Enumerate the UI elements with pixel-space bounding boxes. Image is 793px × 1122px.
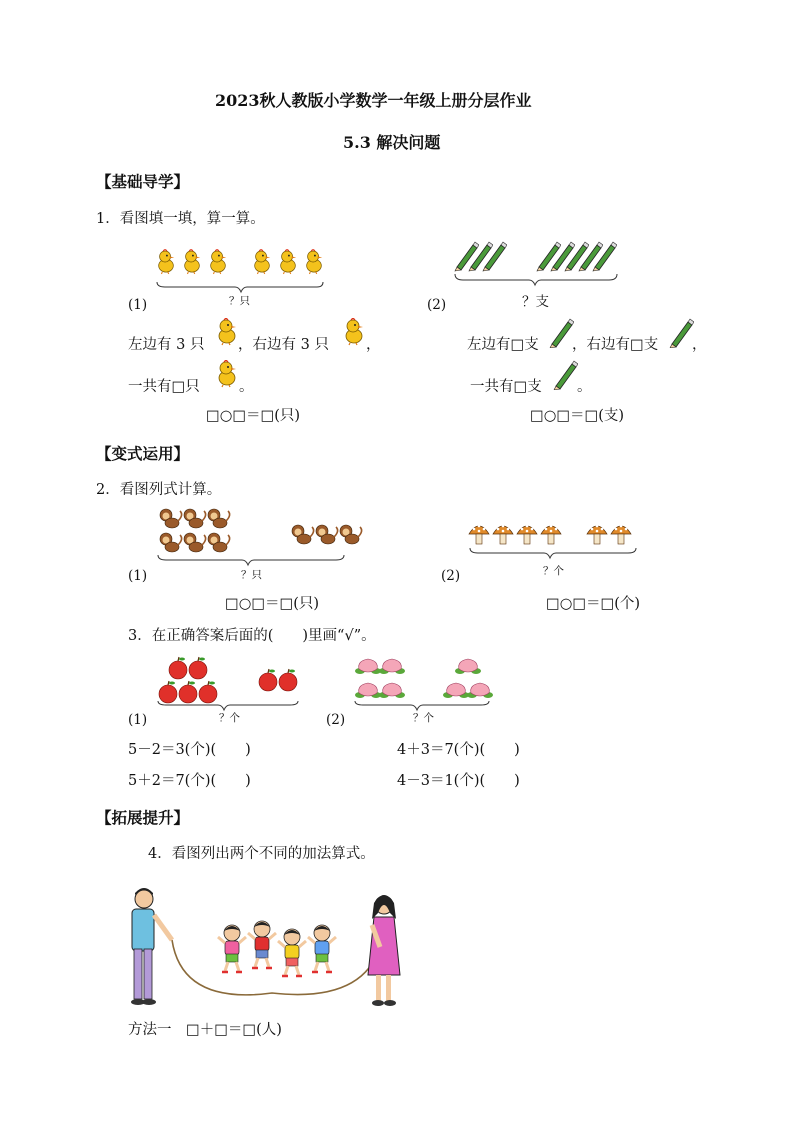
apple-icon <box>259 669 277 691</box>
peach-icon <box>379 659 405 674</box>
mushroom-icon <box>469 525 489 544</box>
q1-p2-total-text: 一共有□支 <box>470 379 542 395</box>
pencil-icon <box>548 318 574 348</box>
pencil-group-illustration <box>453 240 623 292</box>
q2-p2-brace-label: ？个 <box>543 565 564 577</box>
q1-p1-total-text: 一共有□只 <box>128 379 200 395</box>
brace <box>158 701 298 710</box>
monkey-icon <box>208 533 230 552</box>
q1-p2-comma: ， <box>692 337 707 353</box>
q1-p1-number: (1) <box>128 297 148 313</box>
apple-icon <box>279 669 297 691</box>
q3-p1-number: (1) <box>128 712 148 728</box>
peach-icon <box>355 659 381 674</box>
jump-rope-illustration <box>122 885 412 1010</box>
chick-icon <box>307 250 323 274</box>
peach-group-illustration <box>353 655 498 710</box>
q3-p2-option-b: 4－3＝1(个)( ) <box>397 773 520 789</box>
brace <box>455 274 617 285</box>
mushroom-icon <box>611 525 631 544</box>
chick-icon <box>211 250 227 274</box>
monkey-icon <box>208 509 230 528</box>
q3-p1-option-a: 5－2＝3(个)( ) <box>128 742 251 758</box>
q1-p2-period: 。 <box>577 379 592 395</box>
q2-p1-number: (1) <box>128 568 148 584</box>
q2-p1-brace-label: ？只 <box>241 569 262 581</box>
child-figure <box>278 929 306 976</box>
q3-prompt: 3．在正确答案后面的( )里画“√”。 <box>128 628 376 644</box>
section-basic: 【基础导学】 <box>96 172 190 191</box>
monkey-icon <box>160 509 182 528</box>
q1-p2-left-text: 左边有□支 <box>467 337 539 353</box>
apple-icon <box>189 657 207 679</box>
q1-p1-left-text: 左边有 3 只 <box>128 337 205 353</box>
mushroom-icon <box>587 525 607 544</box>
monkey-group-illustration <box>156 505 351 565</box>
child-figure <box>308 925 336 972</box>
mushroom-icon <box>517 525 537 544</box>
peach-icon <box>467 683 493 698</box>
q4-prompt: 4．看图列出两个不同的加法算式。 <box>148 846 375 862</box>
mushroom-group-illustration <box>468 520 643 560</box>
apple-icon <box>159 681 177 703</box>
woman-figure <box>368 895 400 1006</box>
brace <box>157 282 323 292</box>
monkey-icon <box>316 525 338 544</box>
mushroom-icon <box>493 525 513 544</box>
section-variant: 【变式运用】 <box>96 444 190 463</box>
mushroom-icon <box>541 525 561 544</box>
child-figure <box>248 921 276 968</box>
q3-p2-brace-label: ？个 <box>413 712 434 724</box>
q1-p1-period: 。 <box>239 379 254 395</box>
q2-p2-equation: □○□＝□(个) <box>546 596 641 612</box>
child-figure <box>218 925 246 972</box>
q3-p1-brace-label: ？个 <box>219 712 240 724</box>
page-title: 2023秋人教版小学数学一年级上册分层作业 <box>215 91 532 110</box>
q1-p1-right-text: ，右边有 3 只 <box>238 337 329 353</box>
q1-p1-brace-label: ？只 <box>229 295 250 307</box>
peach-icon <box>355 683 381 698</box>
q3-p1-option-b: 5＋2＝7(个)( ) <box>128 773 251 789</box>
monkey-icon <box>160 533 182 552</box>
q3-p2-number: (2) <box>326 712 346 728</box>
monkey-icon <box>292 525 314 544</box>
q1-p2-right-text: ，右边有□支 <box>572 337 659 353</box>
chick-icon <box>342 318 366 346</box>
brace <box>158 555 344 565</box>
apple-icon <box>179 681 197 703</box>
monkey-icon <box>184 533 206 552</box>
chick-icon <box>255 250 271 274</box>
apple-icon <box>169 657 187 679</box>
peach-icon <box>443 683 469 698</box>
page-subtitle: 5.3 解决问题 <box>343 133 441 152</box>
q2-p2-number: (2) <box>441 568 461 584</box>
q1-p2-brace-label: ？支 <box>522 294 549 310</box>
chick-icon <box>215 360 239 388</box>
q2-prompt: 2．看图列式计算。 <box>96 482 222 498</box>
monkey-icon <box>184 509 206 528</box>
chick-icon <box>185 250 201 274</box>
pencil-icon <box>552 360 578 390</box>
q1-p2-equation: □○□＝□(支) <box>530 408 625 424</box>
peach-icon <box>379 683 405 698</box>
pencil-icon <box>668 318 694 348</box>
chick-icon <box>215 318 239 346</box>
q2-p1-equation: □○□＝□(只) <box>225 596 320 612</box>
q1-p2-number: (2) <box>427 297 447 313</box>
brace <box>355 701 489 710</box>
apple-group-illustration <box>156 655 306 710</box>
q4-method1: 方法一 □＋□＝□(人) <box>128 1022 282 1038</box>
peach-icon <box>455 659 481 674</box>
q1-p1-equation: □○□＝□(只) <box>206 408 301 424</box>
q3-p2-option-a: 4＋3＝7(个)( ) <box>397 742 520 758</box>
brace <box>470 548 636 558</box>
monkey-icon <box>340 525 362 544</box>
chick-group-illustration <box>155 248 330 290</box>
q1-prompt: 1．看图填一填，算一算。 <box>96 211 265 227</box>
man-figure <box>131 888 172 1005</box>
chick-icon <box>159 250 175 274</box>
q1-p1-comma: ， <box>366 337 381 353</box>
section-extend: 【拓展提升】 <box>96 808 190 827</box>
chick-icon <box>281 250 297 274</box>
apple-icon <box>199 681 217 703</box>
